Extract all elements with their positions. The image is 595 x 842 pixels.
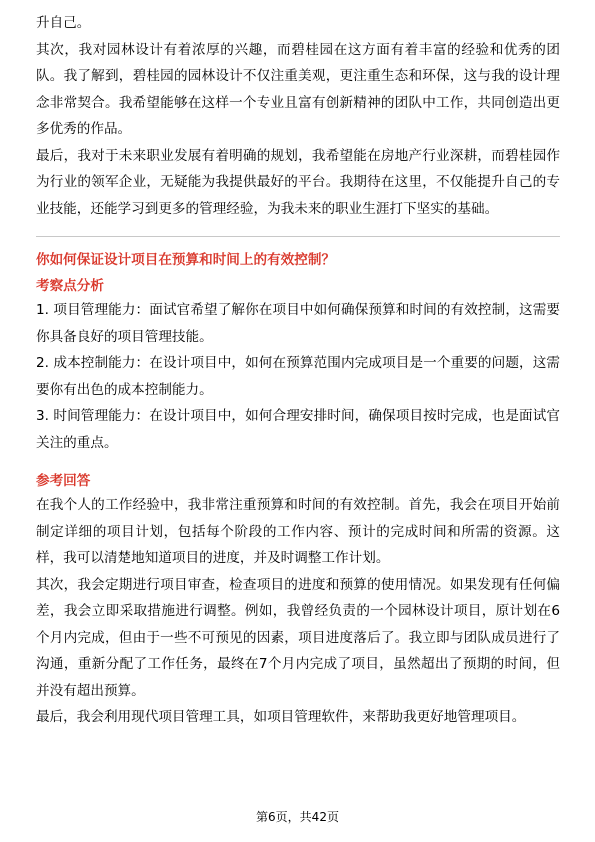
analysis-item-1: 1. 项目管理能力：面试官希望了解你在项目中如何确保预算和时间的有效控制，这需要你具备良好的项目管理技能。 <box>36 302 560 345</box>
intro-paragraph-1: 其次，我对园林设计有着浓厚的兴趣，而碧桂园在这方面有着丰富的经验和优秀的团队。我了解到，碧桂园的园林设计不仅注重美观，更注重生态和环保，这与我的设计理念非常契合。我希望能够在这样一个专业且富有创新精神的团队中工作，共同创造出更多优秀的作品。 <box>36 41 560 137</box>
answer-label: 参考回答 <box>36 473 91 489</box>
answer-paragraph-2: 其次，我会定期进行项目审查，检查项目的进度和预算的使用情况。如果发现有任何偏差，我会立即采取措施进行调整。例如，我曾经负责的一个园林设计项目，原计划在6个月内完成，但由于一些不可预见的因素，项目进度落后了。我立即与团队成员进行了沟通，重新分配了工作任务，最终在7个月内完成了项目，虽然超出了预期的时间，但并没有超出预算。 <box>36 576 560 699</box>
page-number-footer: 第6页，共42页 <box>256 810 339 824</box>
intro-paragraph-0: 升自己。 <box>36 15 91 31</box>
analysis-item-3: 3. 时间管理能力：在设计项目中，如何合理安排时间，确保项目按时完成，也是面试官关注的重点。 <box>36 408 560 451</box>
analysis-item-2: 2. 成本控制能力：在设计项目中，如何在预算范围内完成项目是一个重要的问题，这需要你有出色的成本控制能力。 <box>36 355 560 398</box>
intro-paragraph-2: 最后，我对于未来职业发展有着明确的规划，我希望能在房地产行业深耕，而碧桂园作为行业的领军企业，无疑能为我提供最好的平台。我期待在这里，不仅能提升自己的专业技能，还能学习到更多的管理经验，为我未来的职业生涯打下坚实的基础。 <box>36 147 560 217</box>
answer-paragraph-3: 最后，我会利用现代项目管理工具，如项目管理软件，来帮助我更好地管理项目。 <box>36 709 526 725</box>
section-divider <box>36 236 560 237</box>
analysis-label: 考察点分析 <box>36 278 104 294</box>
question-heading: 你如何保证设计项目在预算和时间上的有效控制？ <box>36 252 336 268</box>
document-page <box>36 10 560 731</box>
spacer <box>36 456 560 466</box>
answer-paragraph-1: 在我个人的工作经验中，我非常注重预算和时间的有效控制。首先，我会在项目开始前制定详细的项目计划，包括每个阶段的工作内容、预计的完成时间和所需的资源。这样，我可以清楚地知道项目的进度，并及时调整工作计划。 <box>36 497 560 566</box>
